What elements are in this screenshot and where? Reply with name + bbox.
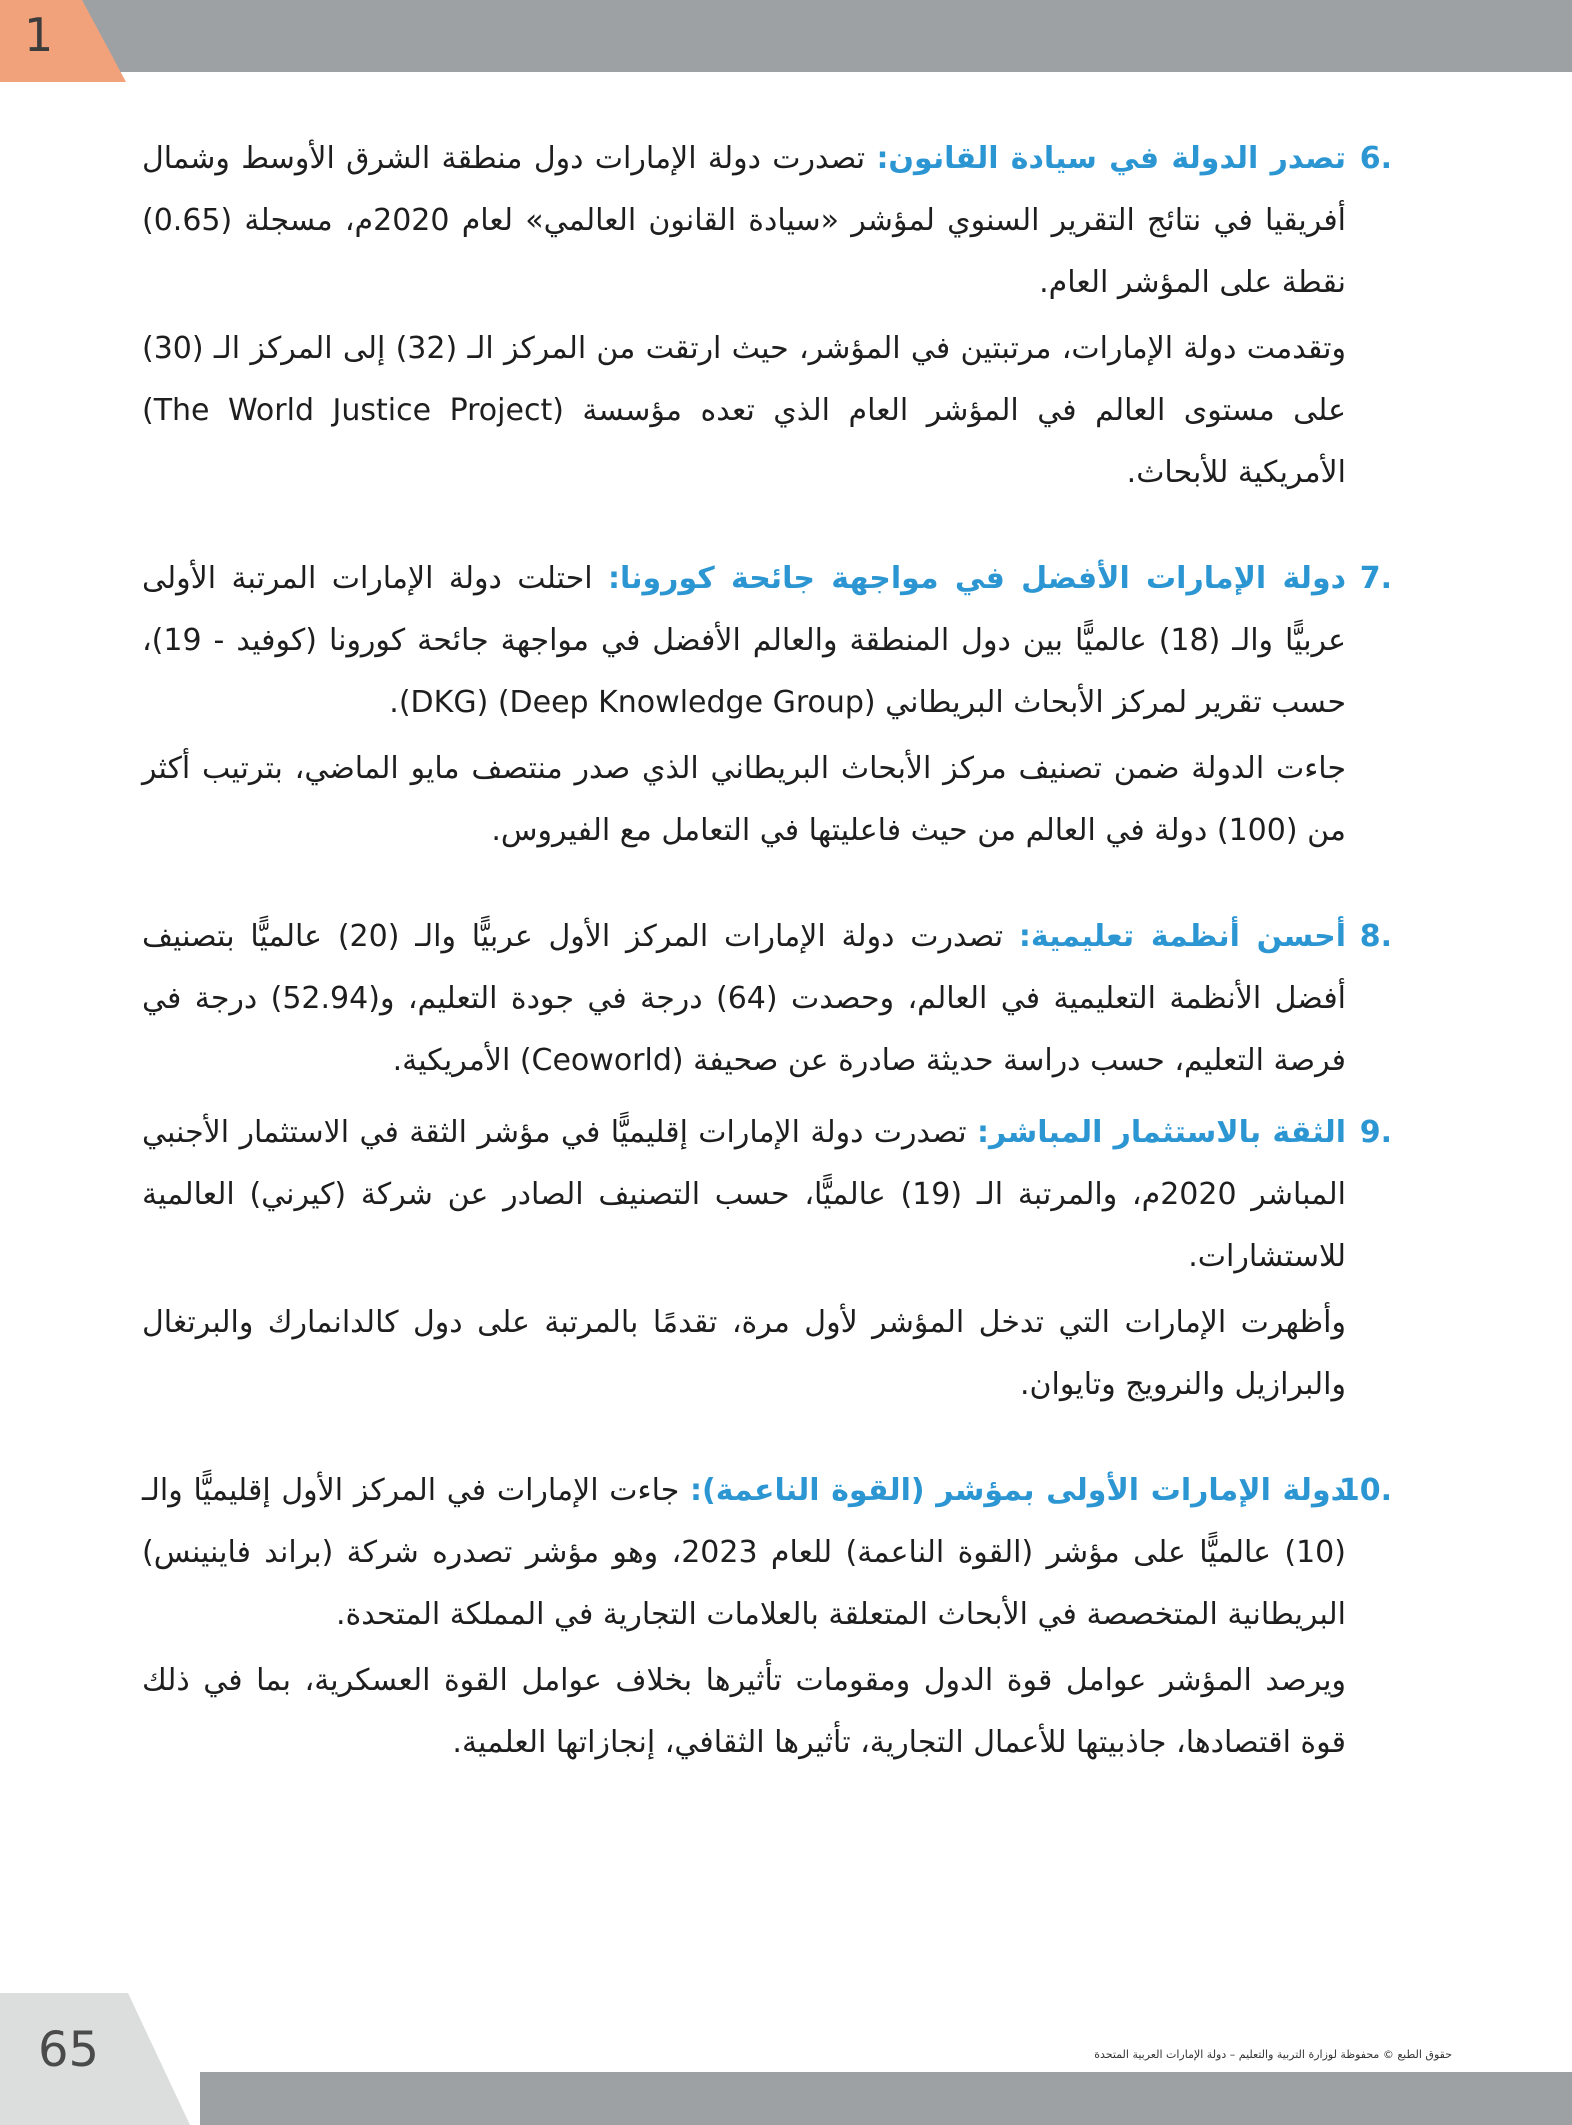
list-item-9 bbox=[142, 1102, 1392, 1416]
chapter-number: 1 bbox=[24, 8, 54, 62]
item-lead-text: تصدرت دولة الإمارات دول منطقة الشرق الأوسط وشمال أفريقيا في نتائج التقرير السنوي لمؤشر «سيادة القانون العالمي» لعام 2020م، مسجلة (0.65) نقطة على المؤشر العام. bbox=[142, 141, 1346, 300]
item-heading: أحسن أنظمة تعليمية: bbox=[1018, 919, 1347, 954]
item-lead-text: تصدرت دولة الإمارات إقليميًّا في مؤشر الثقة في الاستثمار الأجنبي المباشر 2020م، والمرتبة الـ (19) عالميًّا، حسب التصنيف الصادر عن شركة (كيرني) العالمية للاستشارات. bbox=[142, 1115, 1346, 1274]
item-lead-text: تصدرت دولة الإمارات المركز الأول عربيًّا والـ (20) عالميًّا بتصنيف أفضل الأنظمة التعليمية في العالم، وحصدت (64) درجة في جودة التعليم، و(52.94) درجة في فرصة التعليم، حسب دراسة حديثة صادرة عن صحيفة (Ceoworld) الأمريكية. bbox=[142, 919, 1346, 1078]
item-heading: الثقة بالاستثمار المباشر: bbox=[977, 1115, 1347, 1150]
item-heading: دولة الإمارات الأولى بمؤشر (القوة الناعمة): bbox=[690, 1473, 1346, 1508]
item-lead-text: جاءت الإمارات في المركز الأول إقليميًّا والـ (10) عالميًّا على مؤشر (القوة الناعمة) للعام 2023، وهو مؤشر تصدره شركة (براند فاينينس) البريطانية المتخصصة في الأبحاث المتعلقة بالعلامات التجارية في المملكة المتحدة. bbox=[142, 1473, 1346, 1632]
item-lead bbox=[142, 906, 1346, 1092]
list-item-10 bbox=[142, 1460, 1392, 1774]
footer-bar bbox=[200, 2072, 1572, 2125]
item-number: 9. bbox=[1359, 1115, 1392, 1150]
item-paragraph: وتقدمت دولة الإمارات، مرتبتين في المؤشر، حيث ارتقت من المركز الـ (32) إلى المركز الـ (30) على مستوى العالم في المؤشر العام الذي تعده مؤسسة (The World Justice Project) الأمريكية للأبحاث. bbox=[142, 331, 1347, 490]
item-paragraph: جاءت الدولة ضمن تصنيف مركز الأبحاث البريطاني الذي صدر منتصف مايو الماضي، بترتيب أكثر من (100) دولة في العالم من حيث فاعليتها في التعامل مع الفيروس. bbox=[142, 751, 1346, 848]
item-number: 8. bbox=[1359, 919, 1392, 954]
item-number: 10. bbox=[1338, 1473, 1392, 1508]
item-lead bbox=[142, 128, 1346, 314]
item-lead bbox=[142, 548, 1346, 734]
item-heading: تصدر الدولة في سيادة القانون: bbox=[876, 141, 1346, 176]
list-item-8 bbox=[142, 906, 1392, 1092]
top-header-bar bbox=[0, 0, 1572, 72]
item-number: 7. bbox=[1359, 561, 1392, 596]
list-item-7 bbox=[142, 548, 1392, 862]
item-lead bbox=[142, 1102, 1346, 1288]
item-heading: دولة الإمارات الأفضل في مواجهة جائحة كورونا: bbox=[608, 561, 1346, 596]
page-content bbox=[142, 128, 1392, 1778]
item-paragraph: ويرصد المؤشر عوامل قوة الدول ومقومات تأثيرها بخلاف عوامل القوة العسكرية، بما في ذلك قوة اقتصادها، جاذبيتها للأعمال التجارية، تأثيرها الثقافي، إنجازاتها العلمية. bbox=[142, 1663, 1346, 1760]
item-lead-text: احتلت دولة الإمارات المرتبة الأولى عربيًّا والـ (18) عالميًّا بين دول المنطقة والعالم الأفضل في مواجهة جائحة كورونا (كوفيد - 19)، حسب تقرير لمركز الأبحاث البريطاني (Deep Knowledge Group) (DKG). bbox=[142, 561, 1346, 720]
copyright-notice: حقوق الطبع © محفوظة لوزارة التربية والتعليم – دولة الإمارات العربية المتحدة bbox=[1094, 2048, 1452, 2061]
item-paragraph: وأظهرت الإمارات التي تدخل المؤشر لأول مرة، تقدمًا بالمرتبة على دول كالدانمارك والبرتغال والبرازيل والنرويج وتايوان. bbox=[142, 1305, 1346, 1402]
page-number: 65 bbox=[38, 2022, 100, 2078]
list-item-6 bbox=[142, 128, 1392, 504]
item-number: 6. bbox=[1359, 141, 1392, 176]
item-lead bbox=[142, 1460, 1346, 1646]
